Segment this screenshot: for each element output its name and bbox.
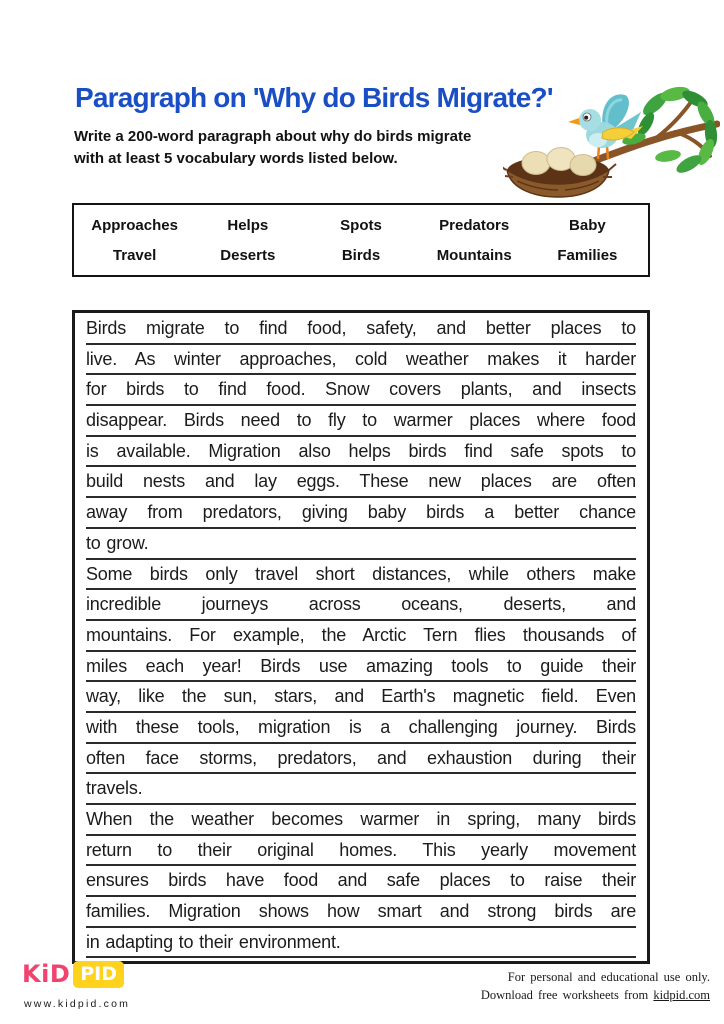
instructions-text [74,126,471,170]
essay-line: travels. [86,774,636,805]
essay-line: with these tools, migration is a challenging journey. Birds [86,713,636,744]
essay-line: Birds migrate to find food, safety, and better places to [86,314,636,345]
essay-line: in adapting to their environment. [86,928,636,959]
kidpid-logo-kid: KiD [22,960,71,988]
essay-line: When the weather becomes warmer in spring, many birds [86,805,636,836]
vocab-word: Predators [439,216,510,234]
kidpid-logo [22,960,124,988]
essay-line: is available. Migration also helps birds find safe spots to [86,437,636,468]
instructions-line-2: with at least 5 vocabulary words listed below. [74,150,398,167]
footer-note-line-2: Download free worksheets from [480,987,654,1002]
essay-line: way, like the sun, stars, and Earth's magnetic field. Even [86,682,636,713]
kidpid-link[interactable]: kidpid.com [653,987,710,1002]
essay-line: Some birds only travel short distances, while others make [86,560,636,591]
instructions-line-1: Write a 200-word paragraph about why do birds migrate [74,128,472,145]
vocab-word: Mountains [436,246,512,264]
vocab-word: Baby [569,216,606,234]
essay-line: mountains. For example, the Arctic Tern flies thousands of [86,621,636,652]
vocab-word: Approaches [91,216,178,234]
vocabulary-box [72,203,650,277]
essay-line: build nests and lay eggs. These new places are often [86,467,636,498]
vocab-word: Spots [340,216,382,234]
essay-line: miles each year! Birds use amazing tools to guide their [86,652,636,683]
vocab-word: Travel [112,246,157,264]
essay-line: disappear. Birds need to fly to warmer places where food [86,406,636,437]
essay-line: ensures birds have food and safe places to raise their [86,866,636,897]
footer-note [481,969,710,1004]
kidpid-logo-pid: PID [73,961,124,988]
vocab-word: Families [557,246,618,264]
vocab-word: Birds [341,246,381,264]
website-url: www.kidpid.com [24,998,131,1010]
page-title: Paragraph on 'Why do Birds Migrate?' [75,82,553,113]
bird-nest-illustration [503,84,720,200]
essay-line: return to their original homes. This yearly movement [86,836,636,867]
essay-line: incredible journeys across oceans, deserts, and [86,590,636,621]
essay-line: often face storms, predators, and exhaustion during their [86,744,636,775]
essay-box [72,310,650,964]
vocab-word: Helps [227,216,269,234]
essay-line: live. As winter approaches, cold weather makes it harder [86,345,636,376]
essay-line: for birds to find food. Snow covers plants, and insects [86,375,636,406]
essay-line: away from predators, giving baby birds a better chance [86,498,636,529]
vocab-word: Deserts [220,246,276,264]
footer-note-line-1: For personal and educational use only. [507,970,710,984]
essay-line: families. Migration shows how smart and strong birds are [86,897,636,928]
essay-line: to grow. [86,529,636,560]
